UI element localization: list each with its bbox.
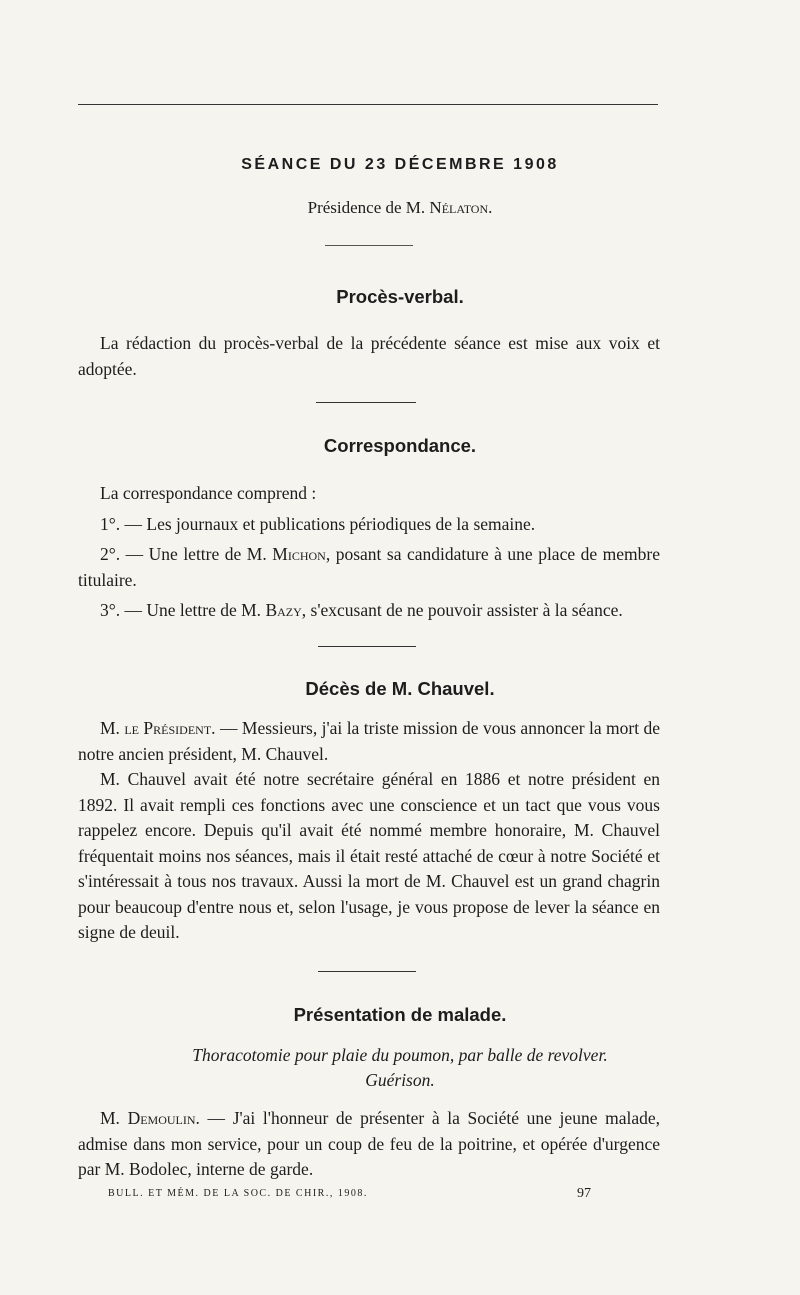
presentation-text bbox=[78, 1106, 660, 1183]
section-divider bbox=[318, 971, 416, 972]
deces-paragraph-2: M. Chauvel avait été notre secrétaire général en 1886 et notre président en 1892. Il avait rempli ces fonctions avec une conscience et un tact que vous vous rappelez encore. Depuis qu'il avait été nommé membre honoraire, M. Chauvel fréquentait moins nos séances, mais il était resté attaché de cœur à notre Société et s'intéressait à tous nos travaux. Aussi la mort de M. Chauvel est un grand chagrin pour beaucoup d'entre nous et, selon l'usage, je vous propose de lever la séance en signe de deuil. bbox=[78, 769, 660, 942]
speaker-president: M. le Président. bbox=[100, 718, 216, 738]
presentation-subtitle-2: Guérison. bbox=[365, 1070, 435, 1090]
proces-verbal-paragraph: La rédaction du procès-verbal de la précédente séance est mise aux voix et adoptée. bbox=[78, 333, 660, 379]
correspondance-text bbox=[78, 481, 660, 624]
item-2-name: Michon bbox=[272, 544, 326, 564]
correspondance-intro: La correspondance comprend : bbox=[100, 483, 317, 503]
presentation-subtitle-1: Thoracotomie pour plaie du poumon, par balle de revolver. bbox=[192, 1045, 608, 1065]
presidency-suffix: . bbox=[488, 198, 493, 217]
section-heading-deces: Décès de M. Chauvel. bbox=[305, 678, 495, 699]
presentation-body: — J'ai l'honneur de présenter à la Société une jeune malade, admise dans mon service, pour un coup de feu de la poitrine, et opérée d'urgence par M. Bodolec, interne de garde. bbox=[78, 1108, 660, 1179]
section-heading-presentation: Présentation de malade. bbox=[293, 1004, 507, 1025]
section-heading-correspondance: Correspondance. bbox=[323, 435, 477, 456]
correspondance-item-3 bbox=[78, 598, 660, 624]
item-3-name: Bazy bbox=[265, 600, 302, 620]
correspondance-item-2 bbox=[78, 542, 660, 593]
presentation-paragraph bbox=[78, 1106, 660, 1183]
item-2-text-a: 2°. — Une lettre de M. bbox=[100, 544, 273, 564]
journal-footer: BULL. ET MÉM. DE LA SOC. DE CHIR., 1908. bbox=[108, 1188, 368, 1199]
deces-text bbox=[78, 716, 660, 946]
session-title: SÉANCE DU 23 DÉCEMBRE 1908 bbox=[241, 156, 559, 173]
top-rule bbox=[78, 104, 658, 105]
page-number: 97 bbox=[577, 1186, 591, 1201]
item-3-text-b: , s'excusant de ne pouvoir assister à la séance. bbox=[301, 600, 623, 620]
presidency-name: Nélaton bbox=[429, 198, 489, 217]
presidency-line bbox=[0, 198, 800, 218]
deces-p1-text: — Messieurs, j'ai la triste mission de vous annoncer la mort de notre ancien président, M. Chauvel. bbox=[78, 718, 661, 764]
correspondance-item-1: 1°. — Les journaux et publications périodiques de la semaine. bbox=[100, 513, 536, 534]
item-3-text-a: 3°. — Une lettre de M. bbox=[100, 600, 266, 620]
speaker-demoulin: M. Demoulin. bbox=[100, 1108, 200, 1128]
section-divider bbox=[318, 646, 416, 647]
section-divider bbox=[316, 402, 416, 403]
section-heading-proces-verbal: Procès-verbal. bbox=[336, 286, 464, 307]
presidency-prefix: Présidence de M. bbox=[307, 198, 430, 217]
item-2-text-b: , posant sa candidature à une place de membre titulaire. bbox=[78, 544, 660, 590]
section-divider bbox=[325, 245, 413, 246]
proces-verbal-text bbox=[78, 331, 660, 382]
deces-paragraph-1 bbox=[78, 716, 660, 767]
